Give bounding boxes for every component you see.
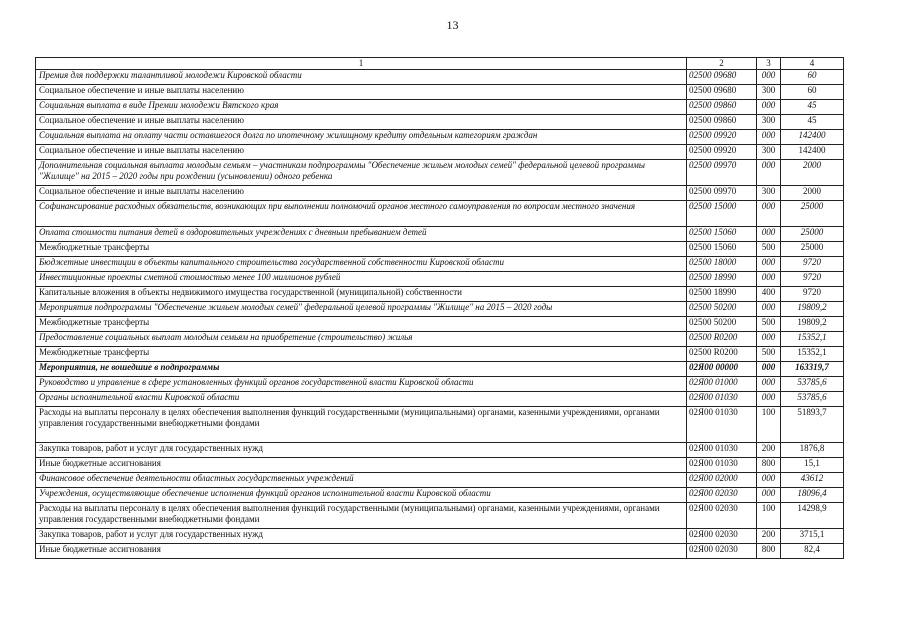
- row-amount: 19809,2: [781, 317, 844, 332]
- column-header: 1: [36, 58, 687, 70]
- row-code: 02500 09970: [687, 186, 757, 201]
- row-name: Предоставление социальных выплат молодым семьям на приобретение (строительство) жилья: [36, 332, 687, 347]
- row-code: 02500 15000: [687, 201, 757, 227]
- column-header: 2: [687, 58, 757, 70]
- row-expense-type: 400: [757, 287, 781, 302]
- table-row: [36, 377, 844, 392]
- row-expense-type: 000: [757, 473, 781, 488]
- table-row: [36, 443, 844, 458]
- row-code: 02500 R0200: [687, 347, 757, 362]
- table-row: [36, 145, 844, 160]
- row-amount: 19809,2: [781, 302, 844, 317]
- row-name: Инвестиционные проекты сметной стоимостью менее 100 миллионов рублей: [36, 272, 687, 287]
- row-name: Мероприятия подпрограммы "Обеспечение жильем молодых семей" федеральной целевой программы "Жилище" на 2015 – 2020 годы: [36, 302, 687, 317]
- row-expense-type: 500: [757, 347, 781, 362]
- table-row: [36, 227, 844, 242]
- table-row: [36, 362, 844, 377]
- row-expense-type: 800: [757, 458, 781, 473]
- row-name: Софинансирование расходных обязательств, возникающих при выполнении полномочий органов местного самоуправления по вопросам местного значения: [36, 201, 687, 227]
- table-row: [36, 115, 844, 130]
- row-name: Социальное обеспечение и иные выплаты населению: [36, 85, 687, 100]
- row-name: Социальная выплата в виде Премии молодежи Вятского края: [36, 100, 687, 115]
- row-amount: 45: [781, 100, 844, 115]
- table-row: [36, 529, 844, 544]
- row-expense-type: 000: [757, 257, 781, 272]
- row-expense-type: 100: [757, 503, 781, 529]
- row-expense-type: 000: [757, 332, 781, 347]
- row-expense-type: 200: [757, 529, 781, 544]
- row-expense-type: 000: [757, 302, 781, 317]
- row-expense-type: 000: [757, 377, 781, 392]
- row-expense-type: 000: [757, 201, 781, 227]
- row-name: Оплата стоимости питания детей в оздоровительных учреждениях с дневным пребыванием детей: [36, 227, 687, 242]
- row-amount: 9720: [781, 287, 844, 302]
- row-name: Социальная выплата на оплату части оставшегося долга по ипотечному жилищному кредиту отдельным категориям граждан: [36, 130, 687, 145]
- row-code: 02500 R0200: [687, 332, 757, 347]
- row-expense-type: 000: [757, 392, 781, 407]
- row-amount: 25000: [781, 242, 844, 257]
- row-expense-type: 800: [757, 544, 781, 559]
- table-row: [36, 272, 844, 287]
- row-amount: 60: [781, 85, 844, 100]
- column-header: 3: [757, 58, 781, 70]
- row-code: 02Я00 01030: [687, 458, 757, 473]
- row-code: 02Я00 02000: [687, 473, 757, 488]
- row-name: Иные бюджетные ассигнования: [36, 544, 687, 559]
- row-code: 02500 50200: [687, 302, 757, 317]
- table-row: [36, 287, 844, 302]
- table-row: [36, 332, 844, 347]
- row-name: Учреждения, осуществляющие обеспечение исполнения функций органов исполнительной власти Кировской области: [36, 488, 687, 503]
- row-expense-type: 000: [757, 100, 781, 115]
- table-row: [36, 407, 844, 443]
- row-code: 02500 09920: [687, 130, 757, 145]
- row-name: Бюджетные инвестиции в объекты капитального строительства государственной собственности Кировской области: [36, 257, 687, 272]
- row-amount: 15352,1: [781, 347, 844, 362]
- row-amount: 18096,4: [781, 488, 844, 503]
- row-amount: 163319,7: [781, 362, 844, 377]
- row-name: Социальное обеспечение и иные выплаты населению: [36, 186, 687, 201]
- table-row: [36, 347, 844, 362]
- column-header: 4: [781, 58, 844, 70]
- table-row: [36, 70, 844, 85]
- row-name: Мероприятия, не вошедшие в подпрограммы: [36, 362, 687, 377]
- row-name: Капитальные вложения в объекты недвижимого имущества государственной (муниципальной) собственности: [36, 287, 687, 302]
- row-name: Финансовое обеспечение деятельности областных государственных учреждений: [36, 473, 687, 488]
- row-code: 02500 09860: [687, 115, 757, 130]
- row-code: 02Я00 01030: [687, 407, 757, 443]
- row-name: Социальное обеспечение и иные выплаты населению: [36, 145, 687, 160]
- row-amount: 2000: [781, 186, 844, 201]
- table-row: [36, 160, 844, 186]
- row-code: 02Я00 01030: [687, 443, 757, 458]
- row-expense-type: 000: [757, 130, 781, 145]
- row-code: 02500 09860: [687, 100, 757, 115]
- row-amount: 60: [781, 70, 844, 85]
- budget-table: [35, 57, 844, 559]
- row-name: Органы исполнительной власти Кировской области: [36, 392, 687, 407]
- row-code: 02Я00 02030: [687, 529, 757, 544]
- table-header-row: [36, 58, 844, 70]
- row-name: Межбюджетные трансферты: [36, 317, 687, 332]
- row-amount: 53785,6: [781, 377, 844, 392]
- row-expense-type: 300: [757, 85, 781, 100]
- table-row: [36, 392, 844, 407]
- table-row: [36, 473, 844, 488]
- row-name: Закупка товаров, работ и услуг для государственных нужд: [36, 529, 687, 544]
- table-row: [36, 302, 844, 317]
- row-code: 02Я00 02030: [687, 503, 757, 529]
- row-amount: 45: [781, 115, 844, 130]
- row-expense-type: 300: [757, 115, 781, 130]
- row-name: Расходы на выплаты персоналу в целях обеспечения выполнения функций государственными (муниципальными) органами, казенными учреждениями, органами управления государственными внебюджетными фондами: [36, 503, 687, 529]
- row-code: 02Я00 00000: [687, 362, 757, 377]
- row-expense-type: 200: [757, 443, 781, 458]
- row-amount: 25000: [781, 201, 844, 227]
- row-name: Социальное обеспечение и иные выплаты населению: [36, 115, 687, 130]
- row-amount: 53785,6: [781, 392, 844, 407]
- row-amount: 9720: [781, 257, 844, 272]
- table-row: [36, 488, 844, 503]
- row-name: Закупка товаров, работ и услуг для государственных нужд: [36, 443, 687, 458]
- row-amount: 2000: [781, 160, 844, 186]
- table-row: [36, 544, 844, 559]
- row-amount: 3715,1: [781, 529, 844, 544]
- row-code: 02500 18990: [687, 272, 757, 287]
- row-name: Руководство и управление в сфере установленных функций органов государственной власти Кировской области: [36, 377, 687, 392]
- row-code: 02500 09680: [687, 85, 757, 100]
- row-amount: 43612: [781, 473, 844, 488]
- row-expense-type: 000: [757, 160, 781, 186]
- row-amount: 1876,8: [781, 443, 844, 458]
- row-amount: 142400: [781, 130, 844, 145]
- row-expense-type: 300: [757, 145, 781, 160]
- row-amount: 82,4: [781, 544, 844, 559]
- table-row: [36, 85, 844, 100]
- table-row: [36, 201, 844, 227]
- row-expense-type: 300: [757, 186, 781, 201]
- row-code: 02500 09920: [687, 145, 757, 160]
- row-code: 02Я00 01030: [687, 392, 757, 407]
- row-expense-type: 000: [757, 362, 781, 377]
- table-body: [36, 70, 844, 559]
- row-expense-type: 500: [757, 242, 781, 257]
- row-code: 02Я00 02030: [687, 544, 757, 559]
- table-row: [36, 317, 844, 332]
- table-row: [36, 186, 844, 201]
- row-expense-type: 000: [757, 488, 781, 503]
- row-expense-type: 000: [757, 227, 781, 242]
- row-expense-type: 000: [757, 70, 781, 85]
- page-number: 13: [446, 18, 459, 32]
- row-code: 02500 15060: [687, 242, 757, 257]
- row-expense-type: 500: [757, 317, 781, 332]
- row-code: 02500 09680: [687, 70, 757, 85]
- row-name: Межбюджетные трансферты: [36, 242, 687, 257]
- row-amount: 15,1: [781, 458, 844, 473]
- row-name: Премия для поддержки талантливой молодежи Кировской области: [36, 70, 687, 85]
- table-row: [36, 257, 844, 272]
- row-amount: 51893,7: [781, 407, 844, 443]
- row-amount: 15352,1: [781, 332, 844, 347]
- row-expense-type: 000: [757, 272, 781, 287]
- table-row: [36, 242, 844, 257]
- table-row: [36, 130, 844, 145]
- row-expense-type: 100: [757, 407, 781, 443]
- row-code: 02Я00 01000: [687, 377, 757, 392]
- row-code: 02Я00 02030: [687, 488, 757, 503]
- table-row: [36, 458, 844, 473]
- row-amount: 9720: [781, 272, 844, 287]
- row-code: 02500 18000: [687, 257, 757, 272]
- table-row: [36, 503, 844, 529]
- row-name: Расходы на выплаты персоналу в целях обеспечения выполнения функций государственными (муниципальными) органами, казенными учреждениями, органами управления государственными внебюджетными фондами: [36, 407, 687, 443]
- row-amount: 142400: [781, 145, 844, 160]
- row-code: 02500 50200: [687, 317, 757, 332]
- row-name: Дополнительная социальная выплата молодым семьям – участникам подпрограммы "Обеспечение жильем молодых семей" федеральной целевой программы "Жилище" на 2015 – 2020 годы при рождении (усыновлении) одного ребенка: [36, 160, 687, 186]
- row-code: 02500 09970: [687, 160, 757, 186]
- row-amount: 14298,9: [781, 503, 844, 529]
- row-name: Межбюджетные трансферты: [36, 347, 687, 362]
- row-amount: 25000: [781, 227, 844, 242]
- row-code: 02500 18990: [687, 287, 757, 302]
- row-code: 02500 15060: [687, 227, 757, 242]
- row-name: Иные бюджетные ассигнования: [36, 458, 687, 473]
- table-row: [36, 100, 844, 115]
